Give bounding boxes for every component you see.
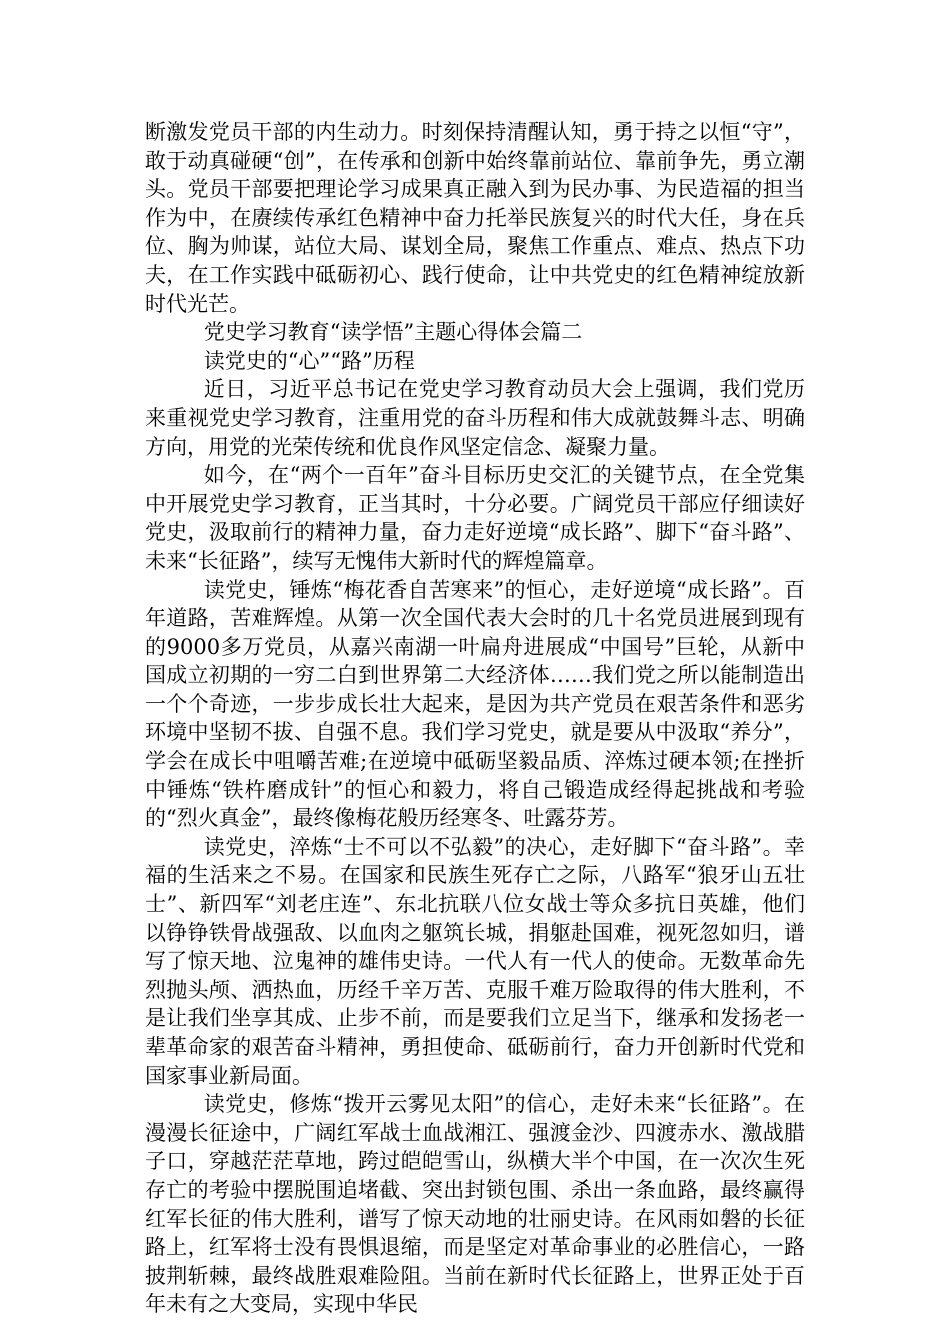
paragraph-context: 如今，在“两个一百年”奋斗目标历史交汇的关键节点，在全党集中开展党史学习教育，正当其时，十分必要。广阔党员干部应仔细读好党史，汲取前行的精神力量，奋力走好逆境“成长路”、脚下“奋斗路”、未来“长征路”，续写无愧伟大新时代的辉煌篇章。 [145, 463, 805, 573]
article-subtitle: 读党史的“心”“路”历程 [203, 348, 415, 373]
paragraph-intro: 近日，习近平总书记在党史学习教育动员大会上强调，我们党历来重视党史学习教育，注重用党的奋斗历程和伟大成就鼓舞斗志、明确方向，用党的光荣传统和优良作风坚定信念、凝聚力量。 [145, 377, 805, 459]
paragraph-struggle-road: 读党史，淬炼“士不可以不弘毅”的决心，走好脚下“奋斗路”。幸福的生活来之不易。在国家和民族生死存亡之际，八路军“狼牙山五壮士”、新四军“刘老庄连”、东北抗联八位女战士等众多抗日英雄，他们以铮铮铁骨战强敌、以血肉之躯筑长城，捐躯赴国难，视死忽如归，谱写了惊天地、泣鬼神的雄伟史诗。一代人有一代人的使命。无数革命先烈抛头颅、洒热血，历经千辛万苦、克服千难万险取得的伟大胜利，不是让我们坐享其成、止步不前，而是要我们立足当下，继承和发扬老一辈革命家的艰苦奋斗精神，勇担使命、砥砺前行，奋力开创新时代党和国家事业新局面。 [145, 834, 805, 1088]
paragraph-long-march-road: 读党史，修炼“拨开云雾见太阳”的信心，走好未来“长征路”。在漫漫长征途中，广阔红军战士血战湘江、强渡金沙、四渡赤水、激战腊子口，穿越茫茫草地，跨过皑皑雪山，纵横大半个中国，在一次次生死存亡的考验中摆脱围追堵截、突出封锁包围、杀出一条血路，最终赢得红军长征的伟大胜利，谱写了惊天动地的壮丽史诗。在风雨如磐的长征路上，红军将士没有畏惧退缩，而是坚定对革命事业的必胜信心，一路披荆斩棘，最终战胜艰难险阻。当前在新时代长征路上，世界正处于百年未有之大变局，实现中华民 [145, 1092, 805, 1317]
paragraph-continued: 断激发党员干部的内生动力。时刻保持清醒认知，勇于持之以恒“守”，敢于动真碰硬“创”，在传承和创新中始终靠前站位、靠前争先，勇立潮头。党员干部要把理论学习成果真正融入到为民办事、为民造福的担当作为中，在赓续传承红色精神中奋力托举民族复兴的时代大任，身在兵位、胸为帅谋，站位大局、谋划全局，聚焦工作重点、难点、热点下功夫，在工作实践中砥砺初心、践行使命，让中共党史的红色精神绽放新时代光芒。 [145, 120, 805, 316]
section-title: 党史学习教育“读学悟”主题心得体会篇二 [203, 320, 583, 345]
paragraph-growth-road: 读党史，锤炼“梅花香自苦寒来”的恒心，走好逆境“成长路”。百年道路，苦难辉煌。从第一次全国代表大会时的几十名党员进展到现有的9000多万党员，从嘉兴南湖一叶扁舟进展成“中国号”巨轮，从新中国成立初期的一穷二白到世界第二大经济体……我们党之所以能制造出一个个奇迹，一步步成长壮大起来，是因为共产党员在艰苦条件和恶劣环境中坚韧不拔、自强不息。我们学习党史，就是要从中汲取“养分”，学会在成长中咀嚼苦难;在逆境中砥砺坚毅品质、淬炼过硬本领;在挫折中锤炼“铁杵磨成针”的恒心和毅力，将自己锻造成经得起挑战和考验的“烈火真金”，最终像梅花般历经寒冬、吐露芬芳。 [145, 577, 805, 831]
document-page [145, 118, 805, 1319]
